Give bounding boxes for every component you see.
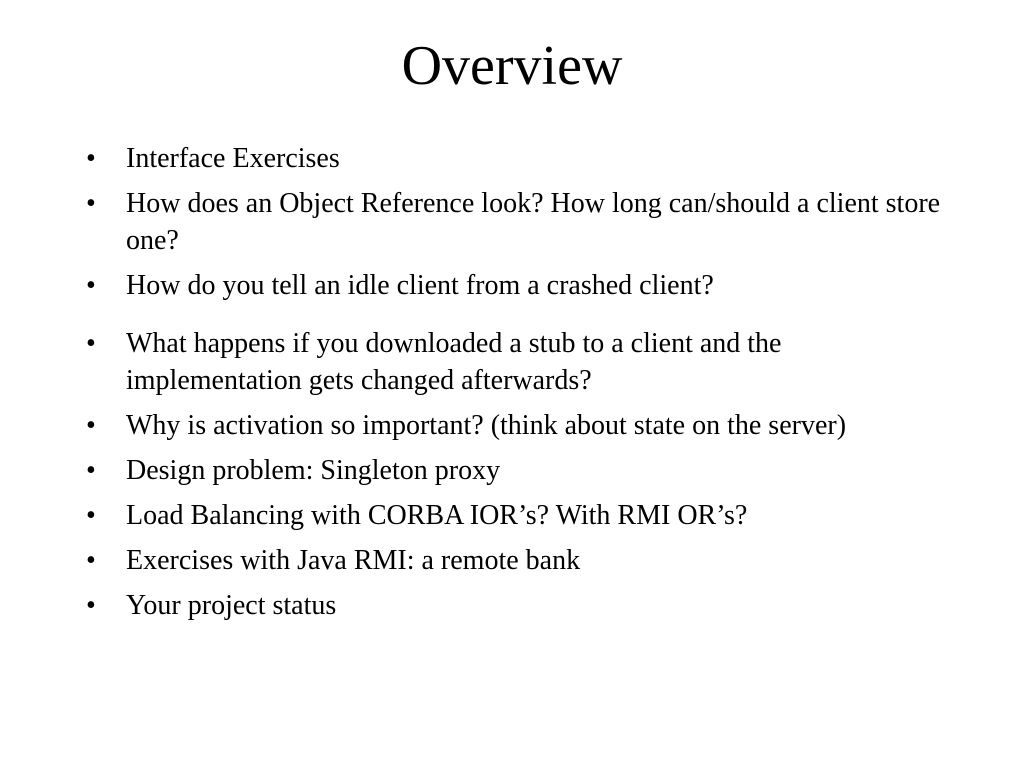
bullet-text: Design problem: Singleton proxy xyxy=(126,455,501,486)
bullet-dot-icon: • xyxy=(86,328,96,359)
bullet-text: How does an Object Reference look? How long can/should a client store one? xyxy=(126,188,941,256)
bullet-dot-icon: • xyxy=(86,270,96,301)
slide-title: Overview xyxy=(401,35,623,97)
bullet-dot-icon: • xyxy=(86,500,96,531)
bullet-item xyxy=(82,407,962,444)
bullet-text: How do you tell an idle client from a crashed client? xyxy=(126,270,714,301)
bullet-list xyxy=(82,140,962,624)
bullet-dot-icon: • xyxy=(86,590,96,621)
bullet-item xyxy=(82,140,962,177)
bullet-item xyxy=(82,452,962,489)
bullet-item xyxy=(82,542,962,579)
bullet-item xyxy=(82,267,962,304)
bullet-item xyxy=(82,587,962,624)
bullet-item xyxy=(82,325,962,399)
bullet-dot-icon: • xyxy=(86,455,96,486)
bullet-dot-icon: • xyxy=(86,188,96,219)
bullet-dot-icon: • xyxy=(86,410,96,441)
bullet-item xyxy=(82,185,962,259)
bullet-text: Load Balancing with CORBA IOR’s? With RMI OR’s? xyxy=(126,500,748,531)
bullet-dot-icon: • xyxy=(86,545,96,576)
bullet-text: What happens if you downloaded a stub to a client and the implementation gets changed afterwards? xyxy=(126,328,782,396)
bullet-text: Why is activation so important? (think about state on the server) xyxy=(126,410,847,441)
bullet-text: Your project status xyxy=(126,590,337,621)
bullet-item xyxy=(82,497,962,534)
bullet-text: Exercises with Java RMI: a remote bank xyxy=(126,545,581,576)
bullet-text: Interface Exercises xyxy=(126,143,340,174)
bullet-dot-icon: • xyxy=(86,143,96,174)
